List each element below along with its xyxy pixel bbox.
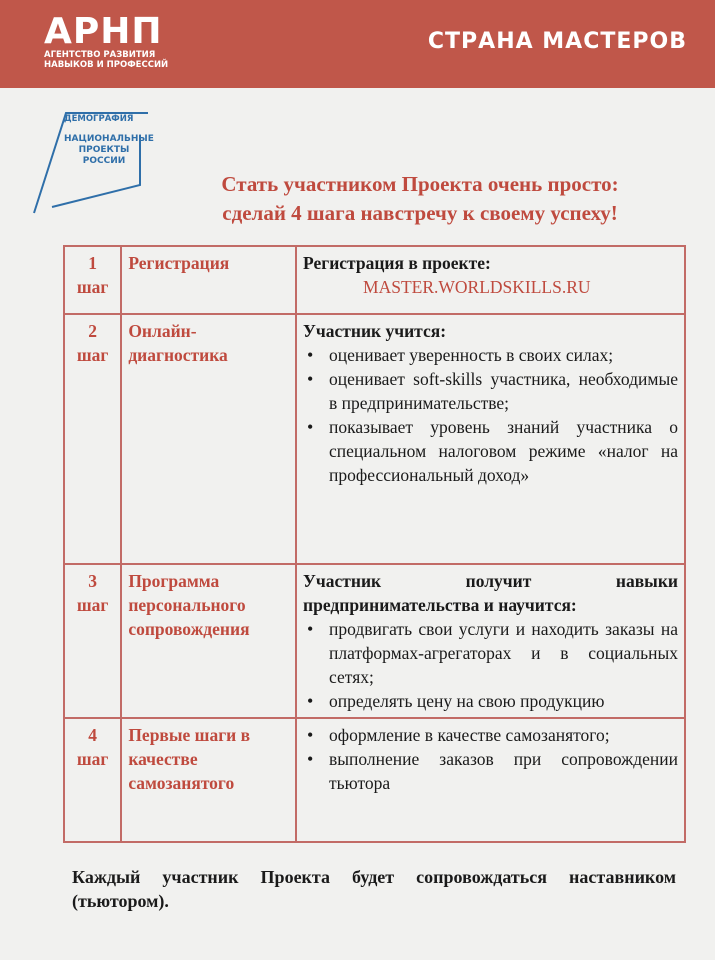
step-name: Первые шаги в качестве самозанятого	[121, 718, 296, 842]
step-name: Регистрация	[121, 246, 296, 314]
header-banner	[0, 0, 715, 88]
bullet-list	[303, 617, 678, 713]
list-item: • оформление в качестве самозанятого;	[303, 723, 678, 747]
list-item: • показывает уровень знаний участника о специальном налоговом режиме «налог на профессиональный доход»	[303, 415, 678, 487]
list-item: • оценивает soft-skills участника, необходимые в предпринимательстве;	[303, 367, 678, 415]
step-name: Онлайн-диагностика	[121, 314, 296, 564]
list-item: • продвигать свои услуги и находить заказы на платформах-агрегаторах и в социальных сетях;	[303, 617, 678, 689]
list-item: • оценивает уверенность в своих силах;	[303, 343, 678, 367]
step-number: 4 шаг	[64, 718, 121, 842]
step-name: Программа персонального сопровождения	[121, 564, 296, 718]
step-description	[296, 314, 685, 564]
bullet-list	[303, 723, 678, 795]
table-row	[64, 246, 685, 314]
step-lead: Регистрация в проекте:	[303, 253, 491, 273]
step-lead: Участник учится:	[303, 321, 447, 341]
step-number: 2 шаг	[64, 314, 121, 564]
step-description	[296, 564, 685, 718]
step-number: 3 шаг	[64, 564, 121, 718]
step-number: 1 шаг	[64, 246, 121, 314]
table-row	[64, 564, 685, 718]
registration-link[interactable]: MASTER.WORLDSKILLS.RU	[363, 277, 591, 297]
table-row	[64, 718, 685, 842]
national-logo-text: НАЦИОНАЛЬНЫЕ ПРОЕКТЫ РОССИИ	[64, 134, 154, 166]
footer-note: Каждый участник Проекта будет сопровождаться наставником (тьютором).	[72, 867, 676, 911]
step-description	[296, 246, 685, 314]
list-item: • выполнение заказов при сопровождении тьютора	[303, 747, 678, 795]
step-lead: Участник получит навыки предпринимательства и научится:	[303, 571, 678, 615]
table-row	[64, 314, 685, 564]
steps-table	[63, 245, 686, 843]
arnp-logo: АРНП	[44, 11, 163, 52]
arnp-logo-subtitle: АГЕНТСТВО РАЗВИТИЯ НАВЫКОВ И ПРОФЕССИЙ	[44, 50, 169, 70]
brand-title: СТРАНА МАСТЕРОВ	[427, 29, 687, 54]
page-title: Стать участником Проекта очень просто: сделай 4 шага навстречу к своему успеху!	[221, 172, 619, 225]
bullet-list	[303, 343, 678, 487]
national-logo-tag: ДЕМОГРАФИЯ	[64, 114, 134, 124]
list-item: • определять цену на свою продукцию	[303, 689, 678, 713]
step-description	[296, 718, 685, 842]
